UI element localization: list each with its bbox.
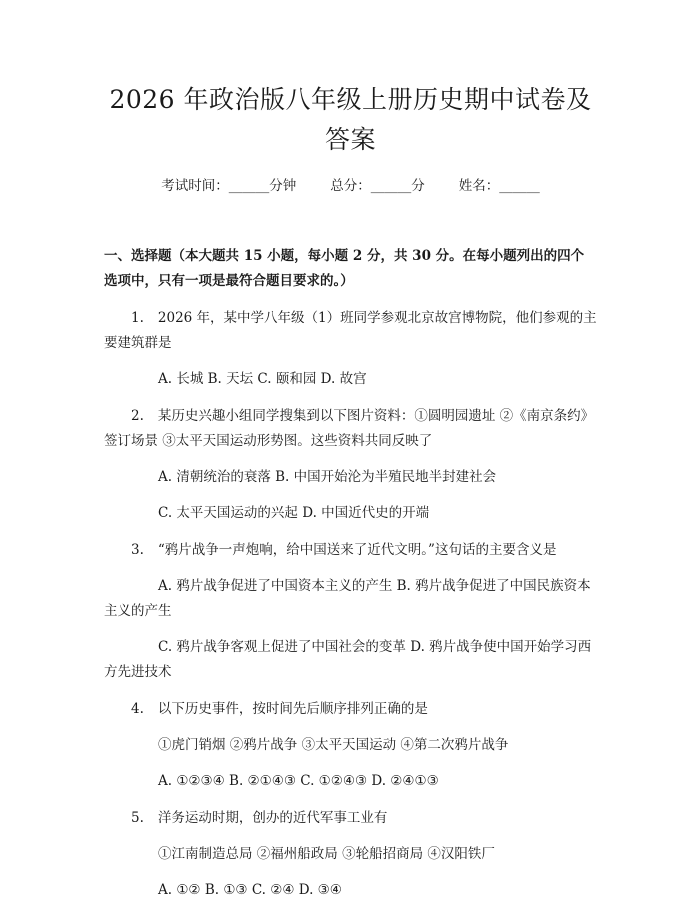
question-5-items: ①江南制造总局 ②福州船政局 ③轮船招商局 ④汉阳铁厂 (158, 846, 495, 862)
exam-time-field: 考试时间：______分钟 (161, 178, 297, 194)
document-title: 2026 年政治版八年级上册历史期中试卷及答案 (109, 85, 592, 154)
question-4-items: ①虎门销烟 ②鸦片战争 ③太平天国运动 ④第二次鸦片战争 (158, 737, 509, 753)
question-4-stem (104, 697, 597, 722)
question-text: 2026 年，某中学八年级（1）班同学参观北京故宫博物院，他们参观的主要建筑群是 (104, 310, 597, 351)
question-number: 1. (131, 310, 144, 326)
question-1-stem (104, 306, 597, 356)
question-3-options-cd: C. 鸦片战争客观上促进了中国社会的变革 D. 鸦片战争使中国开始学习西方先进技术 (104, 639, 592, 680)
question-2-options-cd: C. 太平天国运动的兴起 D. 中国近代史的开端 (158, 505, 430, 521)
question-number: 2. (131, 408, 144, 424)
section-heading-choice: 一、选择题（本大题共 15 小题，每小题 2 分，共 30 分。在每小题列出的四个选项中，只有一项是最符合题目要求的。） (104, 248, 585, 289)
question-number: 5. (131, 810, 144, 826)
question-5-stem (104, 806, 597, 831)
question-number: 3. (131, 542, 144, 558)
question-text: “鸦片战争一声炮响，给中国送来了近代文明。”这句话的主要含义是 (157, 542, 557, 558)
question-4-options: A. ①②③④ B. ②①④③ C. ①②④③ D. ②④①③ (158, 773, 439, 789)
question-3-options-ab: A. 鸦片战争促进了中国资本主义的产生 B. 鸦片战争促进了中国民族资本主义的产生 (104, 578, 591, 619)
question-3-stem (104, 538, 597, 563)
student-name-field: 姓名：______ (458, 178, 540, 194)
question-5-options: A. ①② B. ①③ C. ②④ D. ③④ (158, 882, 342, 898)
question-2-stem (104, 404, 597, 454)
exam-info (104, 176, 597, 196)
question-text: 以下历史事件，按时间先后顺序排列正确的是 (157, 701, 428, 717)
question-number: 4. (131, 701, 144, 717)
question-text: 某历史兴趣小组同学搜集到以下图片资料：①圆明园遗址 ②《南京条约》签订场景 ③太平天国运动形势图。这些资料共同反映了 (104, 408, 595, 449)
total-score-field: 总分：______分 (330, 178, 425, 194)
question-1-options: A. 长城 B. 天坛 C. 颐和园 D. 故宫 (158, 371, 367, 387)
question-text: 洋务运动时期，创办的近代军事工业有 (157, 810, 388, 826)
question-2-options-ab: A. 清朝统治的衰落 B. 中国开始沦为半殖民地半封建社会 (158, 469, 497, 485)
